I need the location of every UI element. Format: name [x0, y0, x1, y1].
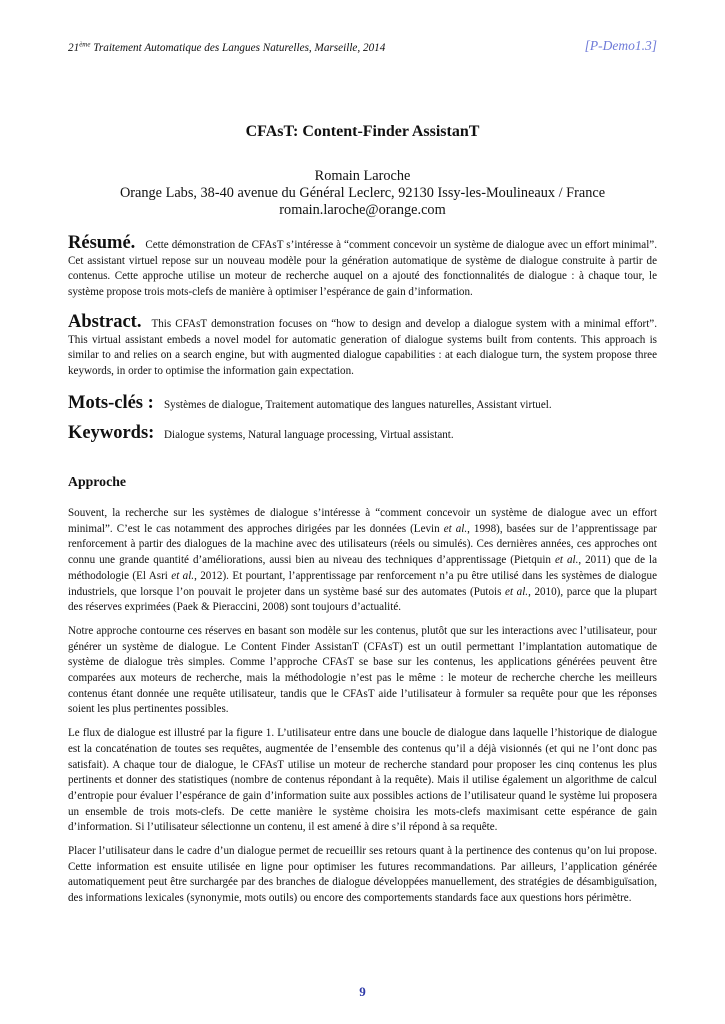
conference-header — [68, 40, 385, 56]
author-name: Romain Laroche — [314, 168, 411, 184]
resume-block — [68, 233, 657, 301]
author-affiliation: Orange Labs, 38-40 avenue du Général Leclerc, 92130 Issy-les-Moulineaux / France — [119, 185, 606, 201]
abstract-block — [68, 312, 657, 380]
mots-cles-text: Systèmes de dialogue, Traitement automatique des langues naturelles, Assistant virtuel. — [164, 399, 552, 411]
keywords-line — [68, 423, 657, 444]
conference-name: Traitement Automatique des Langues Naturelles, Marseille, 2014 — [90, 42, 386, 54]
abstract-text: This CFAsT demonstration focuses on “how to design and develop a dialogue system with a minimal effort”. This virtual assistant embeds a novel model for automatic generation of dialogue systems built from contents. This approach is similar to and relies on a search engine, but with augmented dialogue capabilities : at each dialogue turn, the system propose three keywords, in order to optimise the information gain expectation. — [68, 318, 657, 378]
paragraph-4: Placer l’utilisateur dans le cadre d’un dialogue permet de recueillir ses retours quant à la pertinence des contenus qu’on lui propose. Cette information est ensuite utilisée en ligne pour optimiser les futures recommandations. Par ailleurs, l’application générée automatiquement peut être surchargée par des branches de dialogue développées manuellement, des stratégies de désambiguïsation, des informations lexicales (synonymie, mots outils) ou encore des comportements standards face aux questions hors périmètre. — [68, 845, 657, 905]
running-header — [68, 40, 657, 56]
abstract-label: Abstract. — [68, 312, 142, 332]
author-block — [68, 168, 657, 219]
conference-ordinal: ème — [79, 40, 91, 49]
section-body — [68, 506, 657, 915]
mots-cles-label: Mots-clés : — [68, 393, 154, 413]
paragraph-3: Le flux de dialogue est illustré par la figure 1. L’utilisateur entre dans une boucle de dialogue dans laquelle l’historique de dialogue est la concaténation de toutes ses requêtes, augmentée de l’ensemble des contenus qu’il a déjà visionnés (et qui ne l’ont donc pas satisfait). A chaque tour de dialogue, le CFAsT utilise un moteur de recherche standard pour proposer les cinq contenus les plus pertinents et donner des statistiques (nombre de contenus répondant à la requête). Mais il utilise également un algorithme de calcul d’entropie pour évaluer l’espérance de gain d’information suite aux possibles actions de l’utilisateur quand le système lui proposera un ensemble de trois mots-clefs. De cette manière le système choisira les mots-clefs maximisant cette espérance de gain d’information. Si l’utilisateur sélectionne un contenu, il est amené à dire s’il répond à sa requête. — [68, 727, 657, 834]
author-email: romain.laroche@orange.com — [279, 202, 446, 218]
resume-label: Résumé. — [68, 233, 136, 253]
paper-title: CFAsT: Content-Finder AssistanT — [245, 123, 480, 140]
paragraph-1: Souvent, la recherche sur les systèmes de dialogue s’intéresse à “comment concevoir un système de dialogue avec un effort minimal”. C’est le cas notamment des approches dirigées par les données (Levin et al., 1998), basées sur de l’apprentissage par renforcement à partir des dialogues de la machine avec des utilisateurs (réels ou simulés). Ces dernières années, ces approches ont connu une grande quantité d’améliorations, aussi bien au niveau des techniques d’apprentissage (Pietquin et al., 2011) que de la méthodologie (El Asri et al., 2012). Et pourtant, l’apprentissage par renforcement n’a pu être utilisé dans les systèmes de dialogue industriels, que lorsque l’on pouvait le projeter dans un système basé sur des automates (Putois et al., 2010), parce que la plupart des réserves exprimées (Paek & Pieraccini, 2008) sont toujours d’actualité. — [68, 507, 657, 614]
mots-cles-line — [68, 393, 657, 414]
resume-text: Cette démonstration de CFAsT s’intéresse à “comment concevoir un système de dialogue avec un effort minimal”. Cet assistant virtuel repose sur un nouveau modèle pour la génération automatique de système de dialogue construite à partir de contenus. Cette approche utilise un moteur de recherche auquel on a ajouté des fonctionnalités de dialogue : à chaque tour, le système propose trois mots-clefs de manière à optimiser l’espérance de gain d’information. — [68, 239, 657, 299]
demo-tag: [P-Demo1.3] — [584, 38, 657, 53]
page-number: 9 — [359, 984, 366, 999]
keywords-label: Keywords: — [68, 423, 155, 443]
paragraph-2: Notre approche contourne ces réserves en basant son modèle sur les contenus, plutôt que sur les interactions avec l’utilisateur, pour générer un système de dialogue. Le Content Finder AssistanT (CFAsT) est un outil permettant l’implantation automatique de système de dialogue très simples. Comme l’approche CFAsT se base sur les contenus, les applications générées peuvent être comparées aux moteurs de recherche, mais la méthodologie n’est pas le même : le moteur de recherche cherche les meilleurs contenus étant donnée une requête utilisateur, tandis que le CFAsT aide l’utilisateur à formuler sa requête pour que les réponses soient les plus pertinentes possibles. — [68, 624, 657, 716]
section-heading: Approche — [68, 474, 127, 489]
conference-number: 21 — [68, 42, 80, 54]
keywords-text: Dialogue systems, Natural language processing, Virtual assistant. — [164, 429, 454, 441]
